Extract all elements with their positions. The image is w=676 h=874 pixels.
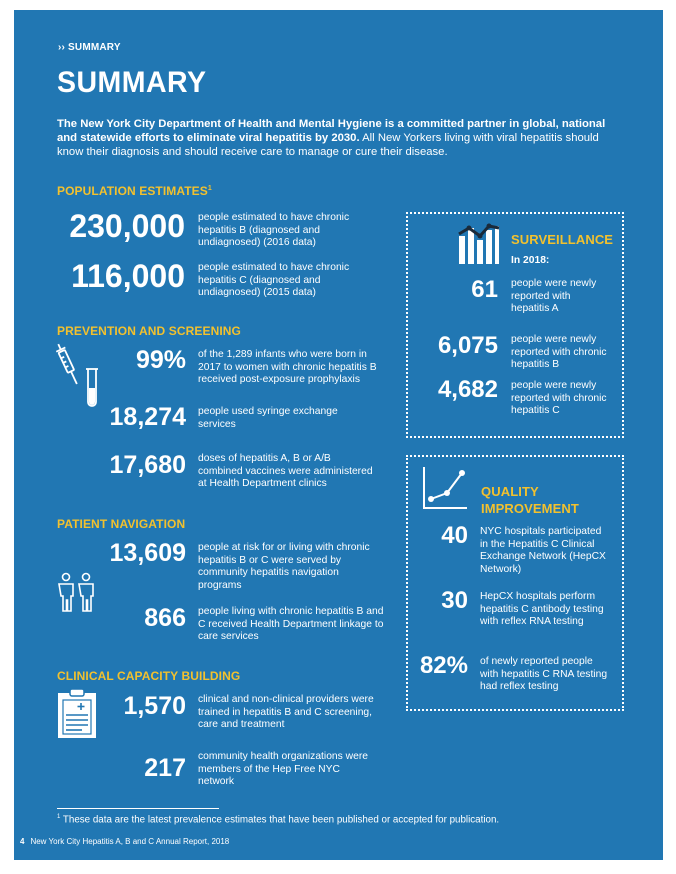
capacity-text-2: community health organizations were members of the Hep Free NYC network [198, 751, 368, 787]
prevention-text-2: people used syringe exchange services [198, 406, 338, 430]
quality-text-1: NYC hospitals participated in the Hepatitis C Clinical Exchange Network (HepCX Network) [480, 526, 606, 575]
capacity-text-1: clinical and non-clinical providers were trained in hepatitis B and C screening, care and treatment [198, 694, 374, 730]
page-number: 4 [20, 837, 25, 846]
capacity-value-1: 1,570 [123, 692, 186, 720]
footnote-text: These data are the latest prevalence estimates that have been published or accepted for publication. [60, 814, 500, 826]
intro-paragraph [57, 117, 622, 159]
population-heading-sup: 1 [207, 185, 212, 192]
surveillance-value-3: 4,682 [437, 376, 498, 403]
syringe-icon [56, 340, 80, 390]
prevention-value-1: 99% [135, 346, 186, 374]
population-text-1: people estimated to have chronic hepatitis B (diagnosed and undiagnosed) (2016 data) [198, 212, 350, 248]
intro-rest-text: All New Yorkers living with viral hepatitis should know their diagnosis and should receive care to manage or cure their disease. [57, 132, 599, 158]
surveillance-heading: SURVEILLANCE [511, 232, 614, 247]
footnote [57, 814, 499, 825]
population-value-1: 230,000 [69, 208, 185, 244]
quality-heading [481, 483, 579, 517]
quality-value-3: 82% [419, 652, 468, 679]
footnote-rule [57, 808, 219, 809]
people-icon [55, 572, 97, 614]
page-footer [20, 837, 229, 846]
navigation-text-2: people living with chronic hepatitis B and C received Health Department linkage to care services [198, 606, 384, 642]
surveillance-text-3: people were newly reported with chronic hepatitis C [511, 380, 607, 416]
navigation-value-2: 866 [144, 604, 186, 632]
surveillance-text-1: people were newly reported with hepatitis A [511, 278, 597, 314]
quality-text-2: HepCX hospitals perform hepatitis C antibody testing with reflex RNA testing [480, 591, 604, 627]
bar-chart-icon [457, 216, 501, 266]
surveillance-subheading: In 2018: [511, 255, 550, 266]
report-title: New York City Hepatitis A, B and C Annual Report, 2018 [30, 837, 230, 846]
navigation-value-1: 13,609 [109, 539, 186, 567]
test-tube-icon [84, 366, 100, 410]
navigation-text-1: people at risk for or living with chronic hepatitis B or C were served by community hepatitis navigation programs [198, 542, 370, 591]
prevention-value-3: 17,680 [109, 451, 186, 479]
population-text-2: people estimated to have chronic hepatitis C (diagnosed and undiagnosed) (2015 data) [198, 262, 350, 298]
breadcrumb: ›› SUMMARY [58, 42, 121, 53]
quality-value-2: 30 [441, 587, 468, 614]
navigation-heading: PATIENT NAVIGATION [57, 517, 186, 531]
quality-heading-line-1: QUALITY [481, 484, 539, 499]
prevention-heading: PREVENTION AND SCREENING [57, 324, 241, 338]
prevention-text-3: doses of hepatitis A, B or A/B combined vaccines were administered at Health Department clinics [198, 453, 373, 489]
prevention-value-2: 18,274 [109, 403, 186, 431]
population-heading [57, 184, 212, 198]
surveillance-value-1: 61 [471, 276, 498, 303]
quality-heading-line-2: IMPROVEMENT [481, 501, 579, 516]
capacity-value-2: 217 [144, 754, 186, 782]
population-heading-text: POPULATION ESTIMATES [57, 184, 208, 198]
surveillance-value-2: 6,075 [437, 332, 498, 359]
population-value-2: 116,000 [71, 258, 185, 294]
intro-bold-text: The New York City Department of Health and Mental Hygiene is a committed partner in global, national and statewide efforts to eliminate viral hepatitis by 2030. [57, 118, 606, 144]
quality-text-3: of newly reported people with hepatitis C RNA testing had reflex testing [480, 656, 608, 692]
surveillance-text-2: people were newly reported with chronic hepatitis B [511, 334, 607, 370]
quality-value-1: 40 [441, 522, 468, 549]
capacity-heading: CLINICAL CAPACITY BUILDING [57, 669, 241, 683]
prevention-text-1: of the 1,289 infants who were born in 2017 to women with chronic hepatitis B received post-exposure prophylaxis [198, 349, 377, 385]
footnote-marker: 1 [57, 814, 61, 820]
line-chart-icon [421, 465, 469, 511]
page-title: SUMMARY [57, 66, 207, 99]
clipboard-icon [56, 688, 98, 740]
